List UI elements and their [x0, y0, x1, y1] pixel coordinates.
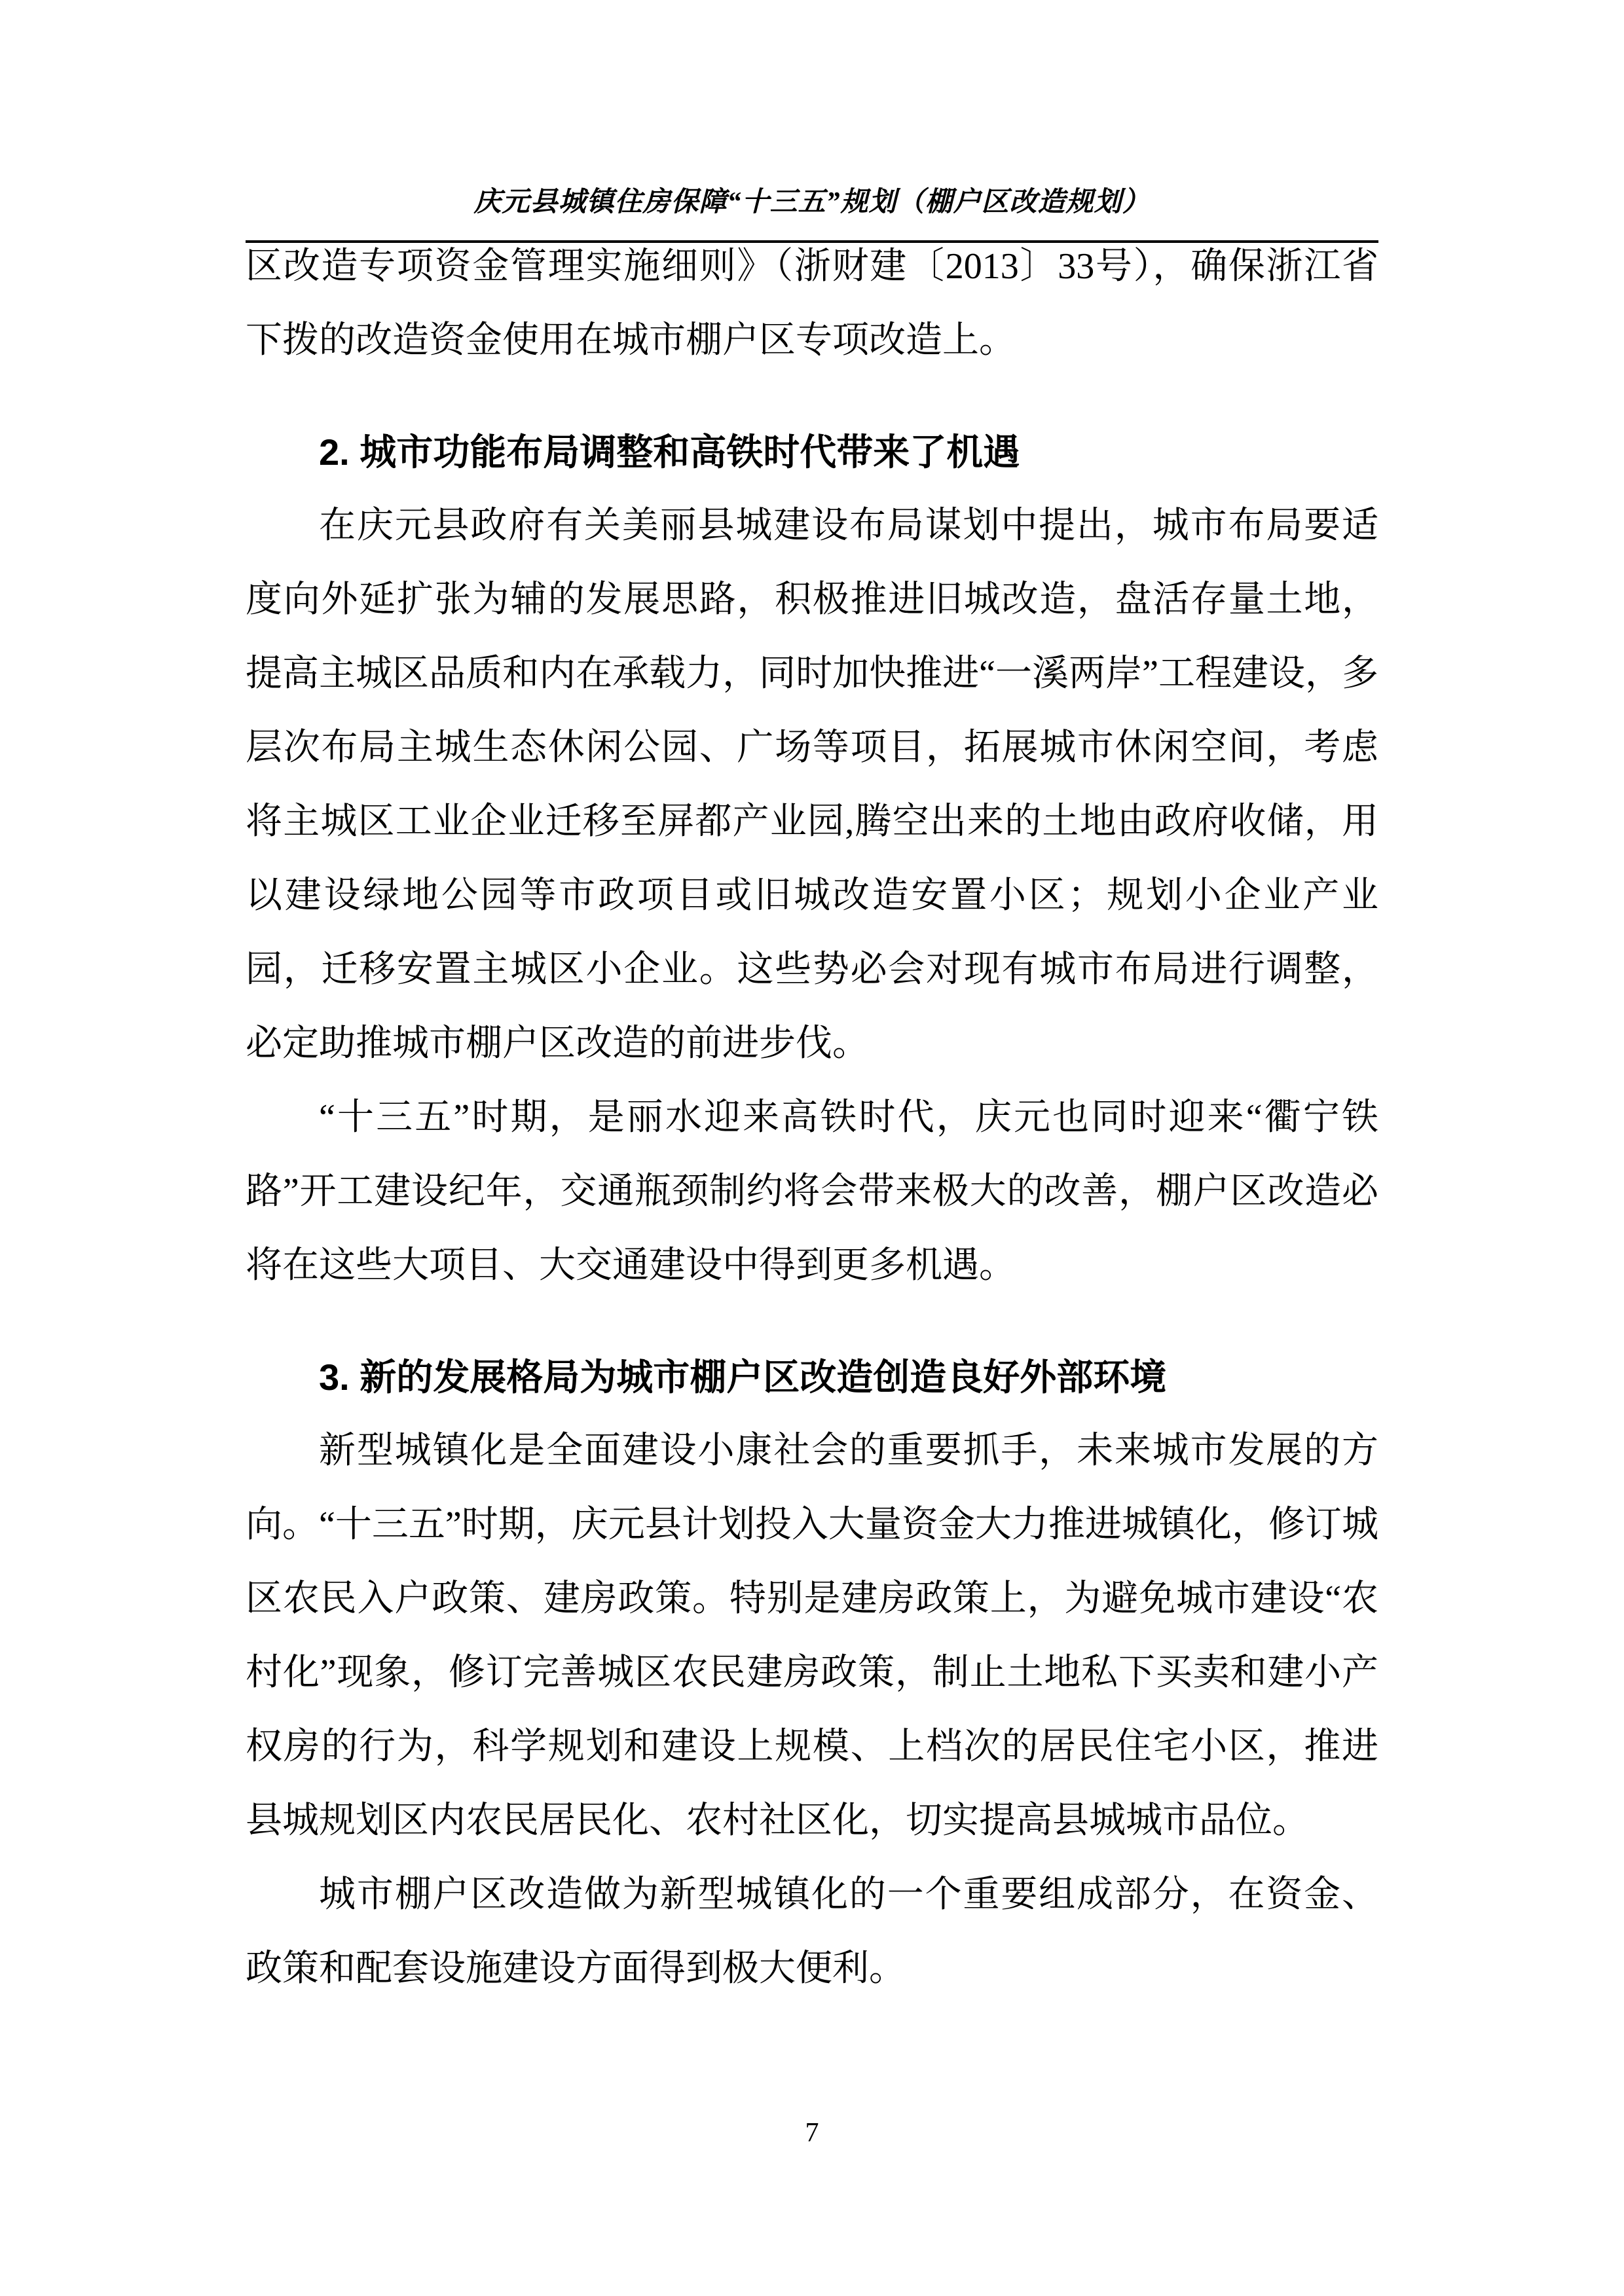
- paragraph: 新型城镇化是全面建设小康社会的重要抓手，未来城市发展的方向。“十三五”时期，庆元县计划投入大量资金大力推进城镇化，修订城区农民入户政策、建房政策。特别是建房政策上，为避免城市建设“农村化”现象，修订完善城区农民建房政策，制止土地私下买卖和建小产权房的行为，科学规划和建设上规模、上档次的居民住宅小区，推进县城规划区内农民居民化、农村社区化，切实提高县城城市品位。: [246, 1430, 1378, 1841]
- section-heading-2: 2. 城市功能布局调整和高铁时代带来了机遇: [319, 431, 1020, 473]
- section-heading-3: 3. 新的发展格局为城市棚户区改造创造良好外部环境: [319, 1357, 1167, 1398]
- paragraph: 在庆元县政府有关美丽县城建设布局谋划中提出，城市布局要适度向外延扩张为辅的发展思路，积极推进旧城改造，盘活存量土地，提高主城区品质和内在承载力，同时加快推进“一溪两岸”工程建设，多层次布局主城生态休闲公园、广场等项目，拓展城市休闲空间，考虑将主城区工业企业迁移至屏都产业园,腾空出来的土地由政府收储，用以建设绿地公园等市政项目或旧城改造安置小区；规划小企业产业园，迁移安置主城区小企业。这些势必会对现有城市布局进行调整，必定助推城市棚户区改造的前进步伐。: [246, 505, 1378, 1064]
- page-number: 7: [805, 2118, 819, 2148]
- paragraph-continuation: 区改造专项资金管理实施细则》（浙财建〔2013〕33号），确保浙江省下拨的改造资金使用在城市棚户区专项改造上。: [246, 246, 1378, 361]
- paragraph: 城市棚户区改造做为新型城镇化的一个重要组成部分，在资金、政策和配套设施建设方面得到极大便利。: [246, 1874, 1378, 1989]
- document-header-title: 庆元县城镇住房保障“十三五”规划（棚户区改造规划）: [473, 187, 1151, 217]
- paragraph: “十三五”时期，是丽水迎来高铁时代，庆元也同时迎来“衢宁铁路”开工建设纪年，交通瓶颈制约将会带来极大的改善，棚户区改造必将在这些大项目、大交通建设中得到更多机遇。: [246, 1097, 1378, 1286]
- document-body: [246, 230, 1378, 2006]
